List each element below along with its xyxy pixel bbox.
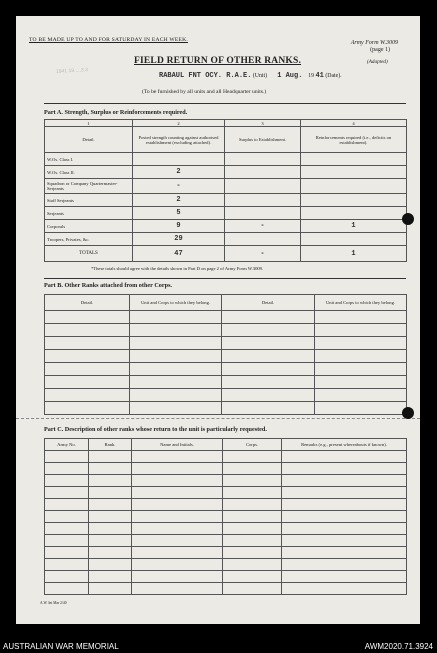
- posted-value: 2: [133, 194, 225, 207]
- part-a-heading: Part A. Strength, Surplus or Reinforcements required.: [44, 109, 188, 116]
- col-header: Army No.: [45, 439, 89, 451]
- reinforcement-value: [301, 166, 407, 179]
- col-header: Rank.: [89, 439, 132, 451]
- reinforcement-value: [301, 179, 407, 194]
- date-value: 1 Aug.: [277, 72, 303, 80]
- surplus-value: [225, 194, 301, 207]
- form-number: Army Form W.3009: [350, 40, 398, 46]
- table-row: [45, 463, 407, 475]
- form-title: FIELD RETURN OF OTHER RANKS.: [134, 56, 302, 66]
- furnish-note: (To be furnished by all units and all Headquarter units.): [142, 89, 267, 95]
- surplus-value: [225, 233, 301, 246]
- col-header: Reinforcements required (i.e., deficits on establishment).: [301, 127, 407, 153]
- row-detail: Serjeants: [45, 207, 133, 220]
- col-number: 3: [225, 120, 301, 127]
- col-header: Posted strength counting against authorised establishment (excluding attached).: [133, 127, 225, 153]
- totals-label: TOTALS: [45, 246, 133, 262]
- divider: [44, 278, 406, 279]
- col-header: Name and Initials.: [132, 439, 223, 451]
- form-sheet: [16, 16, 420, 624]
- totals-note: *These totals should agree with the details shown in Part D on page 2 of Army Form W.3009.: [91, 266, 264, 271]
- row-detail: W.Os. Class II.: [45, 166, 133, 179]
- col-header: Detail.: [222, 295, 315, 311]
- totals-posted: 47: [133, 246, 225, 262]
- table-row: [45, 389, 407, 402]
- table-row: [45, 571, 407, 583]
- table-row: [45, 179, 407, 194]
- row-detail: Troopers, Privates, &c.: [45, 233, 133, 246]
- reinforcement-value: [301, 194, 407, 207]
- table-row: [45, 559, 407, 571]
- surplus-value: [225, 179, 301, 194]
- col-header: Detail.: [45, 295, 130, 311]
- part-c-table: [44, 438, 407, 595]
- table-row: [45, 402, 407, 415]
- table-row: [45, 363, 407, 376]
- surplus-value: [225, 166, 301, 179]
- table-row: [45, 324, 407, 337]
- surplus-value: [225, 153, 301, 166]
- totals-surplus: -: [225, 246, 301, 262]
- table-row: [45, 535, 407, 547]
- table-row: [45, 583, 407, 595]
- posted-value: 5: [133, 207, 225, 220]
- col-number: 2: [133, 120, 225, 127]
- punch-hole: [402, 213, 414, 225]
- date-year: 41: [315, 72, 324, 80]
- table-row: [45, 511, 407, 523]
- unit-value: RABAUL FNT OCY. R.A.E.: [159, 72, 252, 80]
- part-b-heading: Part B. Other Ranks attached from other Corps.: [44, 282, 173, 289]
- table-row: [45, 207, 407, 220]
- posted-value: 29: [133, 233, 225, 246]
- table-row: [45, 475, 407, 487]
- col-number: 4: [301, 120, 407, 127]
- reinforcement-value: [301, 207, 407, 220]
- table-row: [45, 233, 407, 246]
- footer-credit: AUSTRALIAN WAR MEMORIAL: [3, 642, 119, 651]
- col-number: 1: [45, 120, 133, 127]
- surplus-value: [225, 207, 301, 220]
- table-row: [45, 547, 407, 559]
- totals-reinforcement: 1: [301, 246, 407, 262]
- table-row: [45, 487, 407, 499]
- pencil-note: 1941 19.....3.3: [55, 67, 89, 75]
- divider: [44, 103, 406, 104]
- col-header: Corps.: [223, 439, 282, 451]
- totals-row: [45, 246, 407, 262]
- table-row: [45, 194, 407, 207]
- part-a-table: [44, 119, 407, 262]
- adapted-label: (Adapted): [367, 59, 388, 65]
- posted-value: 2: [133, 166, 225, 179]
- part-b-table: [44, 294, 407, 415]
- row-detail: W.Os. Class I.: [45, 153, 133, 166]
- reinforcement-value: [301, 153, 407, 166]
- col-header: Unit and Corps to which they belong.: [130, 295, 222, 311]
- table-row: [45, 166, 407, 179]
- col-header: Surplus to Establishment.: [225, 127, 301, 153]
- unit-label: (Unit): [252, 73, 268, 79]
- col-header: Remarks (e.g., present whereabouts if known).: [282, 439, 407, 451]
- make-up-instruction: TO BE MADE UP TO AND FOR SATURDAY IN EACH WEEK.: [29, 37, 188, 43]
- table-row: [45, 376, 407, 389]
- page-number: (page 1): [370, 47, 390, 53]
- row-detail: Staff Serjeants: [45, 194, 133, 207]
- row-detail: Squadron or Company Quartermaster-Serjeants: [45, 179, 133, 194]
- table-row: [45, 153, 407, 166]
- surplus-value: -: [225, 220, 301, 233]
- reinforcement-value: [301, 233, 407, 246]
- col-header: Detail.: [45, 127, 133, 153]
- table-row: [45, 311, 407, 324]
- reinforcement-value: 1: [301, 220, 407, 233]
- posted-value: [133, 153, 225, 166]
- table-row: [45, 499, 407, 511]
- unit-date-line: [159, 72, 342, 80]
- table-row: [45, 337, 407, 350]
- posted-value: 9: [133, 220, 225, 233]
- table-row: [45, 350, 407, 363]
- table-row: [45, 220, 407, 233]
- punch-hole: [402, 407, 414, 419]
- table-row: [45, 451, 407, 463]
- print-code: A.W. Int Mar 2/40: [40, 601, 67, 605]
- row-detail: Corporals: [45, 220, 133, 233]
- footer-accession-number: AWM2020.71.3924: [364, 642, 433, 651]
- table-row: [45, 523, 407, 535]
- posted-value: -: [133, 179, 225, 194]
- perforation-line: [16, 418, 420, 419]
- part-c-heading: Part C. Description of other ranks whose return to the unit is particularly requested.: [44, 426, 267, 433]
- date-label: (Date).: [325, 73, 342, 79]
- date-year-prefix: 19: [308, 73, 315, 79]
- col-header: Unit and Corps to which they belong.: [315, 295, 407, 311]
